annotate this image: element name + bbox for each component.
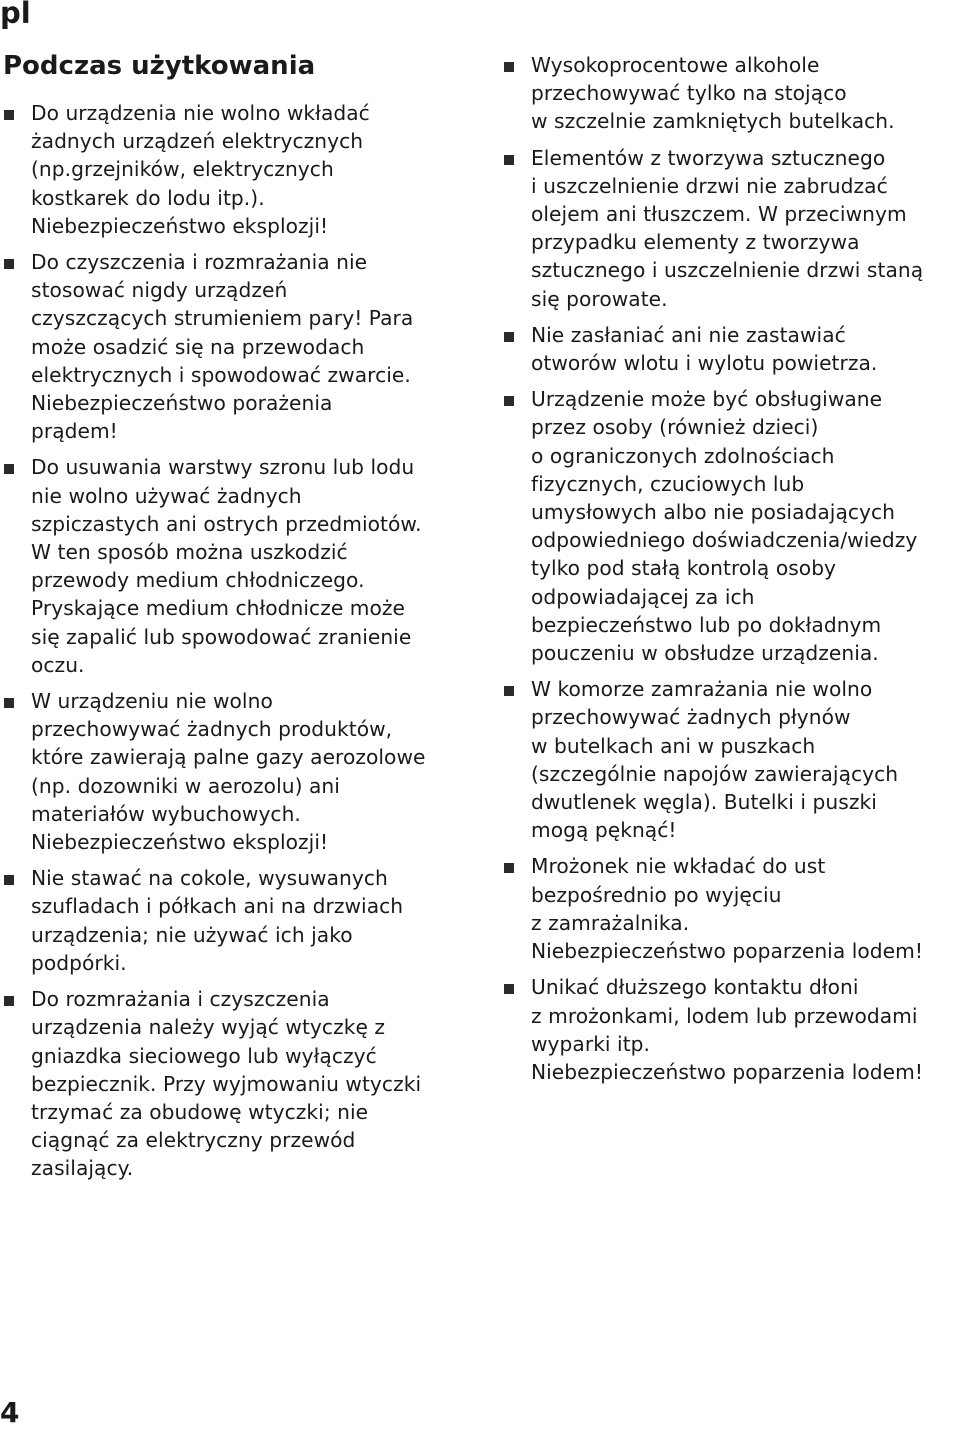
square-bullet-icon — [504, 686, 514, 696]
square-bullet-icon — [4, 698, 14, 708]
list-item-text: Elementów z tworzywa sztucznego i uszczelnienie drzwi nie zabrudzać olejem ani tłuszczem. W przeciwnym przypadku elementy z tworzywa sztucznego i uszczelnienie drzwi staną się porowate. — [531, 145, 924, 311]
list-item — [500, 144, 960, 313]
square-bullet-icon — [504, 863, 514, 873]
list-item-text: Do usuwania warstwy szronu lub lodu nie wolno używać żadnych szpiczastych ani ostrych przedmiotów. W ten sposób można uszkodzić przewody medium chłodniczego. Pryskające medium chłodnicze może się zapalić lub spowodować zranienie oczu. — [31, 455, 422, 677]
list-item-text: Mrożonek nie wkładać do ust bezpośrednio po wyjęciu z zamrażalnika. Niebezpieczeństwo poparzenia lodem! — [531, 854, 923, 964]
square-bullet-icon — [504, 984, 514, 994]
square-bullet-icon — [504, 62, 514, 72]
page-number: 4 — [0, 1396, 20, 1429]
list-item — [0, 248, 470, 445]
list-item-text: Wysokoprocentowe alkohole przechowywać tylko na stojąco w szczelnie zamkniętych butelkach. — [531, 53, 895, 134]
square-bullet-icon — [504, 396, 514, 406]
list-item — [0, 687, 470, 856]
square-bullet-icon — [4, 875, 14, 885]
list-item-text: W urządzeniu nie wolno przechowywać żadnych produktów, które zawierają palne gazy aerozolowe (np. dozowniki w aerozolu) ani materiałów wybuchowych. Niebezpieczeństwo eksplozji! — [31, 689, 426, 855]
list-item — [500, 385, 960, 667]
square-bullet-icon — [4, 996, 14, 1006]
square-bullet-icon — [4, 464, 14, 474]
square-bullet-icon — [504, 332, 514, 342]
list-item — [500, 321, 960, 377]
list-item — [0, 985, 470, 1182]
square-bullet-icon — [504, 155, 514, 165]
list-item-text: Do rozmrażania i czyszczenia urządzenia należy wyjąć wtyczkę z gniazdka sieciowego lub wyłączyć bezpiecznik. Przy wyjmowaniu wtyczki trzymać za obudowę wtyczki; nie ciągnąć za elektryczny przewód zasilający. — [31, 987, 422, 1181]
list-item-text: W komorze zamrażania nie wolno przechowywać żadnych płynów w butelkach ani w puszkach (szczególnie napojów zawierających dwutlenek węgla). Butelki i puszki mogą pęknąć! — [531, 677, 899, 843]
language-code: pl — [0, 0, 31, 30]
list-item-text: Unikać dłuższego kontaktu dłoni z mrożonkami, lodem lub przewodami wyparki itp. Niebezpieczeństwo poparzenia lodem! — [531, 975, 923, 1084]
list-item — [0, 99, 470, 240]
list-item-text: Urządzenie może być obsługiwane przez osoby (również dzieci) o ograniczonych zdolnościach fizycznych, czuciowych lub umysłowych albo nie posiadających odpowiedniego doświadczenia/wiedzy tylko pod stałą kontrolą osoby odpowiadającej za ich bezpieczeństwo lub po dokładnym pouczeniu w obsłudze urządzenia. — [531, 387, 918, 666]
square-bullet-icon — [4, 259, 14, 269]
left-column-list — [0, 99, 470, 1191]
right-column-list — [500, 51, 960, 1094]
square-bullet-icon — [4, 110, 14, 120]
list-item — [0, 453, 470, 679]
list-item — [500, 973, 960, 1086]
list-item-text: Nie stawać na cokole, wysuwanych szufladach i półkach ani na drzwiach urządzenia; nie używać ich jako podpórki. — [31, 866, 404, 975]
list-item-text: Do czyszczenia i rozmrażania nie stosować nigdy urządzeń czyszczących strumieniem pary! Para może osadzić się na przewodach elektrycznych i spowodować zwarcie. Niebezpieczeństwo porażenia prądem! — [31, 250, 414, 444]
list-item — [500, 51, 960, 136]
list-item-text: Do urządzenia nie wolno wkładać żadnych urządzeń elektrycznych (np.grzejników, elektrycznych kostkarek do lodu itp.). Niebezpieczeństwo eksplozji! — [31, 101, 370, 238]
list-item-text: Nie zasłaniać ani nie zastawiać otworów wlotu i wylotu powietrza. — [531, 322, 878, 376]
list-item — [0, 864, 470, 977]
section-title: Podczas użytkowania — [3, 51, 316, 81]
list-item — [500, 852, 960, 965]
list-item — [500, 675, 960, 844]
